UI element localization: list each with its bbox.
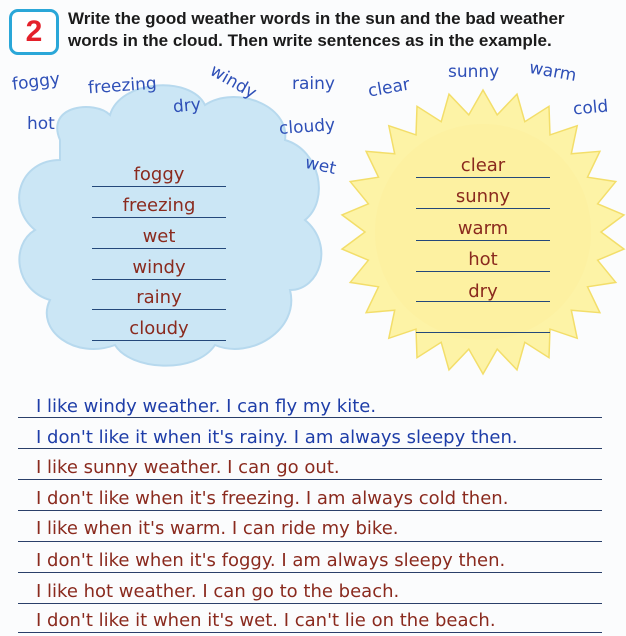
word-bank-item-wet: wet bbox=[303, 152, 338, 180]
sentence-6: I don't like when it's foggy. I am always sleepy then. bbox=[36, 550, 506, 571]
sentence-line-6 bbox=[18, 572, 602, 573]
cloud-answer-line-1 bbox=[92, 186, 226, 187]
word-bank-item-warm: warm bbox=[527, 58, 578, 86]
sentence-8: I don't like it when it's wet. I can't lie on the beach. bbox=[36, 610, 496, 631]
cloud-answer-5: rainy bbox=[136, 287, 182, 308]
cloud-answer-3: wet bbox=[142, 226, 176, 247]
cloud-answer-6: cloudy bbox=[129, 318, 189, 339]
cloud-answer-line-3 bbox=[92, 248, 226, 249]
sentence-line-3 bbox=[18, 479, 602, 480]
exercise-instruction: Write the good weather words in the sun and the bad weather words in the cloud. Then write sentences as in the example. bbox=[68, 9, 565, 50]
cloud-answer-line-2 bbox=[92, 217, 226, 218]
sentence-line-2 bbox=[18, 448, 602, 449]
cloud-answer-line-5 bbox=[92, 309, 226, 310]
sentence-4: I don't like when it's freezing. I am always cold then. bbox=[36, 488, 509, 509]
sentence-7: I like hot weather. I can go to the beach. bbox=[36, 581, 400, 602]
sun-answer-2: sunny bbox=[455, 186, 511, 207]
sun-answer-5: dry bbox=[468, 281, 498, 302]
exercise-number-badge: 2 bbox=[9, 9, 59, 55]
word-bank-item-foggy: foggy bbox=[10, 69, 62, 95]
word-bank-item-dry: dry bbox=[172, 94, 202, 118]
sun-answer-1: clear bbox=[460, 155, 506, 176]
sentence-line-7 bbox=[18, 603, 602, 604]
sun-answer-line-6 bbox=[416, 332, 550, 333]
sentence-line-8 bbox=[18, 632, 602, 633]
word-bank-item-freezing: freezing bbox=[87, 73, 158, 99]
sun-answer-line-2 bbox=[416, 208, 550, 209]
cloud-answer-1: foggy bbox=[133, 164, 185, 185]
word-bank-item-rainy: rainy bbox=[292, 74, 335, 94]
cloud-answer-4: windy bbox=[132, 257, 186, 278]
word-bank-item-windy: windy bbox=[206, 60, 260, 104]
sentence-line-4 bbox=[18, 510, 602, 511]
sun-answer-line-4 bbox=[416, 271, 550, 272]
sentence-5: I like when it's warm. I can ride my bike. bbox=[36, 518, 399, 539]
sun-answer-line-3 bbox=[416, 240, 550, 241]
word-bank-item-sunny: sunny bbox=[448, 62, 500, 82]
word-bank-item-clear: clear bbox=[366, 74, 412, 102]
sun-answer-4: hot bbox=[468, 249, 498, 270]
sun-answer-line-1 bbox=[416, 177, 550, 178]
sun-answer-3: warm bbox=[457, 218, 509, 239]
word-bank-item-cold: cold bbox=[572, 96, 610, 120]
sentence-1: I like windy weather. I can fly my kite. bbox=[36, 396, 377, 417]
sun-answer-line-5 bbox=[416, 301, 550, 302]
word-bank-item-hot: hot bbox=[27, 114, 55, 134]
cloud-answer-line-6 bbox=[92, 340, 226, 341]
sentence-line-5 bbox=[18, 541, 602, 542]
word-bank-item-cloudy: cloudy bbox=[278, 115, 336, 139]
cloud-answer-line-4 bbox=[92, 279, 226, 280]
sentence-2: I don't like it when it's rainy. I am always sleepy then. bbox=[36, 427, 518, 448]
sentence-line-1 bbox=[18, 417, 602, 418]
cloud-answer-2: freezing bbox=[122, 195, 196, 216]
sentence-3: I like sunny weather. I can go out. bbox=[36, 457, 340, 478]
